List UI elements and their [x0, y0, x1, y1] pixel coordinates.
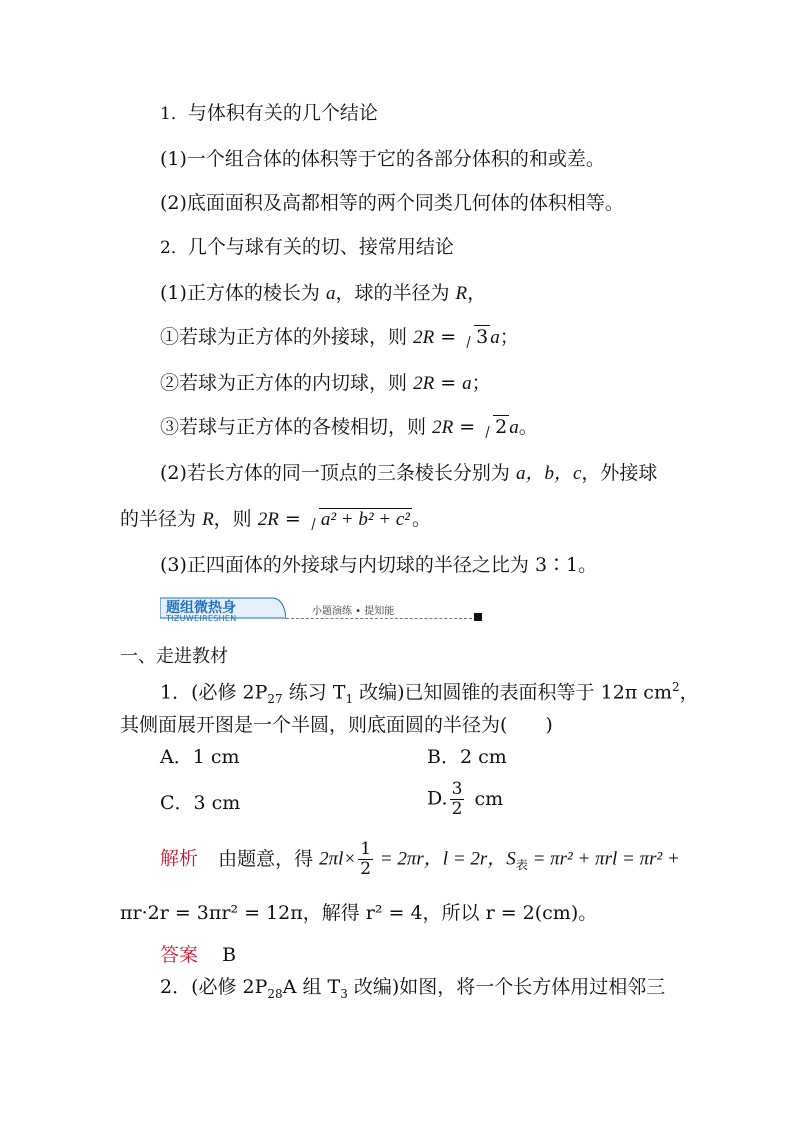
- text: ②若球为正方体的内切球，则: [160, 372, 408, 394]
- question-2-line-1: [160, 978, 665, 1000]
- var-a: a: [462, 373, 472, 394]
- text: (1)正方体的棱长为: [160, 282, 320, 304]
- text: 练习 T: [282, 681, 346, 704]
- radicand: 2: [495, 416, 508, 438]
- text: 由题意，得: [218, 847, 314, 870]
- formula: = 2πr，l = 2r，S: [375, 848, 516, 870]
- equals: =: [434, 326, 463, 348]
- formula-lhs: 2R: [413, 373, 435, 394]
- numerator: 1: [360, 839, 372, 859]
- banner-pinyin: TIZUWEIRESHEN: [166, 614, 237, 623]
- banner-subtitle: 小题演练 • 提知能: [312, 606, 395, 617]
- superscript: 2: [671, 680, 680, 694]
- part-heading: 一、走进教材: [120, 646, 228, 667]
- subscript: 27: [267, 692, 283, 707]
- banner-divider: [286, 618, 472, 619]
- paragraph: [120, 510, 431, 529]
- denominator: 2: [360, 858, 372, 879]
- var-abc: a，b，c: [515, 463, 582, 484]
- text: A 组 T: [282, 976, 341, 998]
- solution-line-1: [160, 840, 680, 878]
- answer-value: B: [222, 944, 237, 966]
- option-c: C．3 cm: [160, 792, 241, 814]
- text: cm: [474, 787, 504, 810]
- subscript: 表: [515, 857, 528, 872]
- var-a: a: [509, 417, 519, 438]
- subscript: 28: [267, 986, 283, 1001]
- text: 2．(必修 2P: [160, 976, 268, 998]
- option-b: B．2 cm: [427, 746, 507, 768]
- radicand: 3: [476, 326, 489, 348]
- question-1-line-2: 其侧面展开图是一个半圆，则底面圆的半径为( ): [120, 714, 553, 736]
- heading-number: 1．: [160, 104, 188, 124]
- section-2-heading: [160, 238, 454, 257]
- section-1-heading: [160, 104, 378, 123]
- conclusion-3: [160, 418, 538, 437]
- solution-line-2: πr·2r = 3πr² = 12π，解得 r² = 4，所以 r = 2(cm)。: [120, 902, 598, 924]
- formula-lhs: 2R: [432, 417, 454, 438]
- text: 。: [518, 416, 538, 438]
- formula-lhs: 2R: [257, 509, 279, 530]
- heading-number: 2．: [160, 238, 188, 258]
- text: ，: [679, 681, 699, 704]
- text: ；: [499, 326, 519, 348]
- formula: = πr² + πrl = πr² +: [527, 848, 680, 870]
- paragraph: [160, 556, 597, 575]
- text: 。: [412, 508, 432, 530]
- solution-label: 解析: [160, 847, 199, 870]
- numerator: 3: [451, 779, 463, 799]
- equals: =: [278, 508, 307, 530]
- subscript: 1: [345, 692, 354, 707]
- text: D.: [427, 787, 448, 810]
- text: (2)若长方体的同一顶点的三条棱长分别为: [160, 462, 510, 484]
- text: ，球的半径为: [335, 282, 450, 304]
- heading-text: 几个与球有关的切、接常用结论: [187, 236, 454, 258]
- section-banner: [160, 596, 482, 626]
- text: ；: [471, 372, 491, 394]
- text: (3)正四面体的外接球与内切球的半径之比为: [160, 554, 529, 576]
- text: 。: [578, 554, 598, 576]
- paragraph: [160, 284, 486, 303]
- equals: =: [434, 372, 463, 394]
- sqrt-symbol: [481, 418, 509, 437]
- text: ，: [467, 282, 487, 304]
- fraction: [358, 840, 373, 878]
- banner-tag: [160, 596, 286, 626]
- option-a: A．1 cm: [160, 746, 240, 768]
- subscript: 3: [340, 986, 348, 1001]
- conclusion-1: [160, 328, 519, 347]
- radicand: a² + b² + c²: [320, 509, 411, 530]
- formula: 2πl×: [319, 848, 357, 870]
- text: 改编)如图，将一个长方体用过相邻三: [347, 976, 666, 998]
- answer-label: 答案: [160, 944, 199, 966]
- text: ，则: [213, 508, 252, 530]
- paragraph: (1)一个组合体的体积等于它的各部分体积的和或差。: [160, 148, 605, 170]
- var-R: R: [455, 283, 468, 304]
- question-1-line-1: [160, 681, 699, 705]
- var-a: a: [325, 283, 336, 304]
- var-R: R: [202, 509, 214, 530]
- paragraph: (2)底面面积及高都相等的两个同类几何体的体积相等。: [160, 192, 624, 214]
- square-bullet-icon: [474, 613, 482, 621]
- equals: =: [453, 416, 482, 438]
- text: ③若球与正方体的各棱相切，则: [160, 416, 427, 438]
- banner-title: 题组微热身: [166, 600, 236, 616]
- option-d: [427, 780, 503, 818]
- formula-lhs: 2R: [413, 327, 435, 348]
- fraction: [450, 780, 465, 818]
- text: ①若球为正方体的外接球，则: [160, 326, 408, 348]
- text: 的半径为: [120, 508, 197, 530]
- paragraph: [160, 464, 657, 483]
- sqrt-symbol: [307, 510, 412, 529]
- ratio: 3∶1: [534, 554, 579, 576]
- denominator: 2: [451, 798, 463, 819]
- answer-row: [160, 946, 236, 965]
- text: 1．(必修 2P: [160, 681, 268, 704]
- var-a: a: [490, 327, 500, 348]
- text: ，外接球: [581, 462, 658, 484]
- heading-text: 与体积有关的几个结论: [187, 102, 378, 124]
- sqrt-symbol: [462, 328, 490, 347]
- conclusion-2: [160, 374, 491, 393]
- text: 改编)已知圆锥的表面积等于 12π cm: [353, 681, 672, 704]
